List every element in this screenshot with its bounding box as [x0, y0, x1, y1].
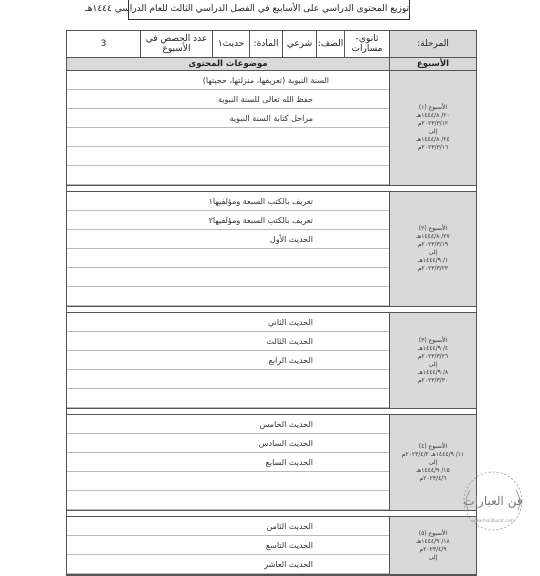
- periods-label: عدد الحصص في الأسبوع: [140, 31, 212, 57]
- topic-line: السنة النبوية (تعريفها، منزلتها، حجيتها): [67, 71, 389, 90]
- topic-line: الحديث التاسع: [67, 536, 389, 555]
- week-label-line: ٢٠/ ١٤٤٤/٨هـ: [416, 112, 450, 119]
- grade-label: الصف:: [316, 31, 344, 57]
- week-label-line: ٢٠٢٣/٤/٩م: [419, 545, 447, 553]
- week-label-line: ٢٤/ ١٤٤٤/٨هـ: [416, 136, 450, 143]
- topic-line: مراحل كتابة السنة النبوية: [67, 109, 389, 128]
- topic-line: [67, 370, 389, 389]
- subject-label: المادة:: [249, 31, 282, 57]
- logo-text: فن العبارات: [463, 494, 523, 508]
- week-topics: [67, 415, 389, 510]
- week-row: [67, 415, 476, 511]
- week-label-line: إلى: [428, 553, 438, 561]
- week-label-line: ١٨/ ١٤٤٤/٩هـ: [416, 537, 450, 545]
- week-row: [67, 192, 476, 307]
- topic-line: الحديث الثامن: [67, 517, 389, 536]
- week-topics: [67, 71, 389, 185]
- subject-value: حديث١: [212, 31, 249, 57]
- topic-line: تعريف بالكتب السبعة ومؤلفيها٢: [67, 211, 389, 230]
- week-label-line: ٨/ ١٤٤٤/٩هـ: [417, 368, 449, 376]
- week-label-line: ١/ ١٤٤٤/٩هـ: [417, 257, 449, 264]
- week-label-line: إلى: [428, 360, 438, 368]
- week-label: [389, 192, 476, 306]
- topic-line: [67, 287, 389, 306]
- week-topics: [67, 192, 389, 306]
- topic-line: حفظ الله تعالى للسنة النبوية: [67, 90, 389, 109]
- topic-line: [67, 128, 389, 147]
- week-label-line: ٢٧/ ١٤٤٤/٨هـ: [416, 233, 450, 240]
- week-label-line: الأسبوع (٣): [418, 336, 448, 344]
- topic-line: [67, 166, 389, 185]
- topic-line: الحديث العاشر: [67, 555, 389, 574]
- week-label-line: إلى: [428, 249, 438, 256]
- week-label-line: ٢٠٢٣/٣/١٩م: [417, 241, 449, 248]
- week-label-line: ٢٠٢٣/٣/٣٠م: [417, 376, 449, 384]
- topic-line: [67, 389, 389, 408]
- week-label-line: ٢٠٢٣/٣/٢٣م: [417, 265, 449, 272]
- week-label-line: ٢٠٢٣/٣/١٦م: [417, 144, 449, 151]
- week-label-line: ١٥/ ١٤٤٤/٩هـ: [416, 466, 450, 474]
- topic-line: [67, 147, 389, 166]
- week-label-line: إلى: [428, 458, 438, 466]
- topic-line: الحديث السادس: [67, 434, 389, 453]
- week-label-line: إلى: [428, 128, 438, 135]
- topic-line: الحديث الثاني: [67, 313, 389, 332]
- week-label-line: الأسبوع (٢): [418, 225, 448, 232]
- week-topics: [67, 313, 389, 408]
- week-row: [67, 517, 476, 575]
- topic-line: الحديث الخامس: [67, 415, 389, 434]
- subheader-row: [67, 58, 476, 71]
- week-label-line: الأسبوع (٤): [418, 442, 448, 450]
- week-label-line: الأسبوع (٥): [418, 529, 448, 537]
- topic-line: [67, 268, 389, 287]
- topic-line: [67, 472, 389, 491]
- week-row: [67, 71, 476, 186]
- week-column-header: الأسبوع: [389, 58, 476, 70]
- header-row: [67, 31, 476, 58]
- site-logo: [454, 470, 532, 532]
- week-row: [67, 313, 476, 409]
- week-label-line: ١١/ ١٤٤٤/٩هـ ٢٠٢٣/٤/٢م: [401, 450, 465, 458]
- logo-url: www.fnal3barat.com: [472, 518, 514, 523]
- week-label-line: ٢٠٢٣/٣/٢٦م: [417, 352, 449, 360]
- topics-column-header: موضوعات المحتوى: [67, 58, 389, 70]
- grade-value: شرعي: [282, 31, 316, 57]
- topic-line: الحديث السابع: [67, 453, 389, 472]
- week-label-line: ٢٠٢٣/٤/٦م: [419, 474, 447, 482]
- week-label-line: الأسبوع (١): [418, 104, 448, 111]
- page-title: توزيع المحتوى الدراسي على الأسابيع في الفصل الدراسي الثالث للعام الدراسي ١٤٤٤هـ: [128, 0, 410, 20]
- distribution-table: [66, 30, 477, 576]
- week-label: [389, 313, 476, 408]
- topic-line: الحديث الأول: [67, 230, 389, 249]
- stage-value: ثانوي- مسارات: [344, 31, 389, 57]
- week-label-line: ٤/ ١٤٤٤/٩هـ: [417, 344, 449, 352]
- stage-label: المرحلة:: [389, 31, 476, 57]
- weeks-container: [67, 71, 476, 575]
- topic-line: [67, 249, 389, 268]
- week-topics: [67, 517, 389, 574]
- topic-line: [67, 491, 389, 510]
- periods-value: 3: [100, 39, 107, 49]
- topic-line: تعريف بالكتب السبعة ومؤلفيها١: [67, 192, 389, 211]
- topic-line: الحديث الرابع: [67, 351, 389, 370]
- topic-line: الحديث الثالث: [67, 332, 389, 351]
- week-label-line: ٢٠٢٣/٣/١٢م: [417, 120, 449, 127]
- week-label: [389, 71, 476, 185]
